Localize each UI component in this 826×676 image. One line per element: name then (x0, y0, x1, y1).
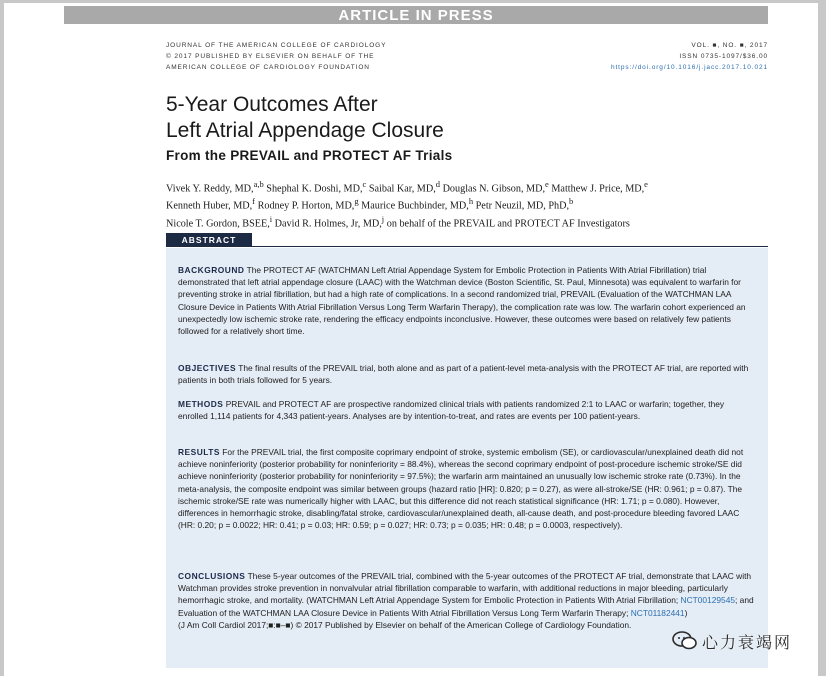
affiliation-mark: a,b (253, 179, 264, 189)
author: Kenneth Huber, MD, (166, 200, 253, 212)
section-heading: METHODS (178, 399, 224, 409)
volume-info: VOL. ■, NO. ■, 2017 (691, 42, 768, 49)
abstract-divider (166, 246, 768, 247)
journal-foundation: AMERICAN COLLEGE OF CARDIOLOGY FOUNDATION (166, 64, 370, 71)
journal-copyright: © 2017 PUBLISHED BY ELSEVIER ON BEHALF OF THE (166, 53, 375, 60)
section-text: ) (684, 607, 688, 618)
author: Petr Neuzil, MD, PhD, (473, 200, 570, 212)
section-heading: BACKGROUND (178, 265, 245, 275)
affiliation-mark: g (354, 196, 359, 207)
author: Saibal Kar, MD, (366, 183, 436, 195)
section-text: These 5-year outcomes of the PREVAIL trial, combined with the 5-year outcomes of the PROTECT AF trial, demonstrate that LAAC with Watchman provides stroke prevention in nonvalvular atrial fibrillation comparable to warfarin, with additional reductions in major bleeding, particularly hemorrhagic stroke, and mortality. (WATCHMAN Left Atrial Appendage System for Embolic Protection in Patients With Atrial Fibrillation; (178, 571, 752, 606)
affiliation-mark: h (468, 196, 474, 207)
journal-meta (560, 40, 768, 73)
author-line-3 (166, 213, 766, 230)
abstract-background (178, 264, 756, 337)
title-line-1: 5-Year Outcomes After (166, 93, 378, 116)
author-line-2 (166, 195, 766, 212)
abstract-label: ABSTRACT (166, 233, 252, 247)
trial-registry-link[interactable]: NCT00129545 (680, 595, 736, 606)
author: Maurice Buchbinder, MD, (358, 200, 469, 212)
doi-link[interactable]: https://doi.org/10.1016/j.jacc.2017.10.021 (610, 64, 768, 71)
section-text: The PROTECT AF (WATCHMAN Left Atrial Appendage System for Embolic Protection in Patients With Atrial Fibrillation) trial demonstrated that left atrial appendage closure (LAAC) with the Watchman device (Boston Scientific, St. Paul, Minnesota) was equivalent to warfarin for preventing stroke in atrial fibrillation, but had a high rate of complications. In a second randomized trial, PREVAIL (Evaluation of the WATCHMAN LAA Closure Device in Patients With Atrial Fibrillation Versus Long Term Warfarin Therapy), the complication rate was low. The warfarin cohort experienced an unexpectedly low ischemic stroke rate, rendering the efficacy endpoints inconclusive. However, these outcomes were based on relatively few patients followed for a relatively short time. (178, 265, 746, 337)
article-subtitle: From the PREVAIL and PROTECT AF Trials (166, 148, 453, 163)
section-text: PREVAIL and PROTECT AF are prospective randomized clinical trials with patients randomized 2:1 to LAAC or warfarin; together, they enrolled 1,114 patients for 4,343 patient-years. Analyses are by intention-to-treat, and rates are events per 100 patient-years. (178, 399, 725, 422)
section-heading: CONCLUSIONS (178, 571, 246, 581)
journal-citation: (J Am Coll Cardiol 2017;■:■–■) © 2017 Published by Elsevier on behalf of the American College of Cardiology Foundation. (178, 619, 632, 630)
article-title (166, 92, 444, 144)
affiliation-mark: c (362, 179, 367, 189)
affiliation-mark: j (381, 213, 385, 224)
chat-bubble-icon (672, 630, 698, 652)
author: Vivek Y. Reddy, MD, (166, 183, 254, 195)
affiliation-mark: f (252, 196, 256, 207)
author-list (166, 178, 766, 230)
abstract-methods (178, 398, 756, 422)
investigators-note: on behalf of the PREVAIL and PROTECT AF Investigators (384, 218, 630, 230)
page-frame-top (0, 0, 826, 3)
trial-registry-link[interactable]: NCT01182441 (630, 607, 685, 618)
journal-info (166, 40, 386, 73)
affiliation-mark: e (545, 179, 549, 189)
article-in-press-banner: ARTICLE IN PRESS (64, 6, 768, 24)
author: Matthew J. Price, MD, (548, 183, 645, 195)
author: Nicole T. Gordon, BSEE, (166, 218, 270, 230)
journal-name: JOURNAL OF THE AMERICAN COLLEGE OF CARDIOLOGY (166, 42, 387, 49)
affiliation-mark: b (569, 196, 574, 207)
title-line-2: Left Atrial Appendage Closure (166, 119, 444, 142)
page-frame-right (818, 0, 826, 676)
section-text: ; and Evaluation of the WATCHMAN LAA Closure Device in Patients With Atrial Fibrillation Versus Long Term Warfarin Therapy; (178, 595, 754, 618)
author: Douglas N. Gibson, MD, (440, 183, 546, 195)
abstract-results (178, 446, 756, 531)
author: Shephal K. Doshi, MD, (263, 183, 363, 195)
abstract-conclusions (178, 570, 756, 631)
affiliation-mark: e (644, 179, 648, 189)
affiliation-mark: d (435, 179, 441, 189)
watermark-text: 心力衰竭网 (702, 632, 793, 652)
section-heading: RESULTS (178, 447, 220, 457)
section-text: The final results of the PREVAIL trial, both alone and as part of a patient-level meta-analysis with the PROTECT AF trial, are reported with patients in both trials followed for 5 years. (178, 363, 749, 386)
issn: ISSN 0735-1097/$36.00 (679, 53, 768, 60)
section-heading: OBJECTIVES (178, 363, 237, 373)
author-line-1 (166, 178, 766, 195)
author: Rodney P. Horton, MD, (255, 200, 355, 212)
page-frame-left (0, 0, 4, 676)
watermark (672, 628, 792, 654)
abstract-objectives (178, 362, 756, 386)
section-text: For the PREVAIL trial, the first composite coprimary endpoint of stroke, systemic embolism (SE), or cardiovascular/unexplained death did not achieve noninferiority (posterior probability for noninferiority = 88.4%), whereas the second coprimary endpoint of post-procedure ischemic stroke/SE did achieve noninferiority (posterior probability for noninferiority = 97.5%); the warfarin arm maintained an unusually low ischemic stroke rate (0.73%). In the meta-analysis, the composite endpoint was similar between groups (hazard ratio [HR]: 0.820; p = 0.27), as were all-stroke/SE (HR: 0.961; p = 0.87). The ischemic stroke/SE rate was numerically higher with LAAC, but this difference did not reach statistical significance (HR: 1.71; p = 0.080). However, differences in hemorrhagic stroke, disabling/fatal stroke, cardiovascular/unexplained death, all-cause death, and post-procedure bleeding favored LAAC (HR: 0.20; p = 0.0022; HR: 0.41; p = 0.03; HR: 0.59; p = 0.027; HR: 0.73; p = 0.035; HR: 0.48; p = 0.0003, respectively). (178, 447, 744, 531)
affiliation-mark: i (269, 213, 273, 224)
author: David R. Holmes, Jr, MD, (272, 218, 382, 230)
